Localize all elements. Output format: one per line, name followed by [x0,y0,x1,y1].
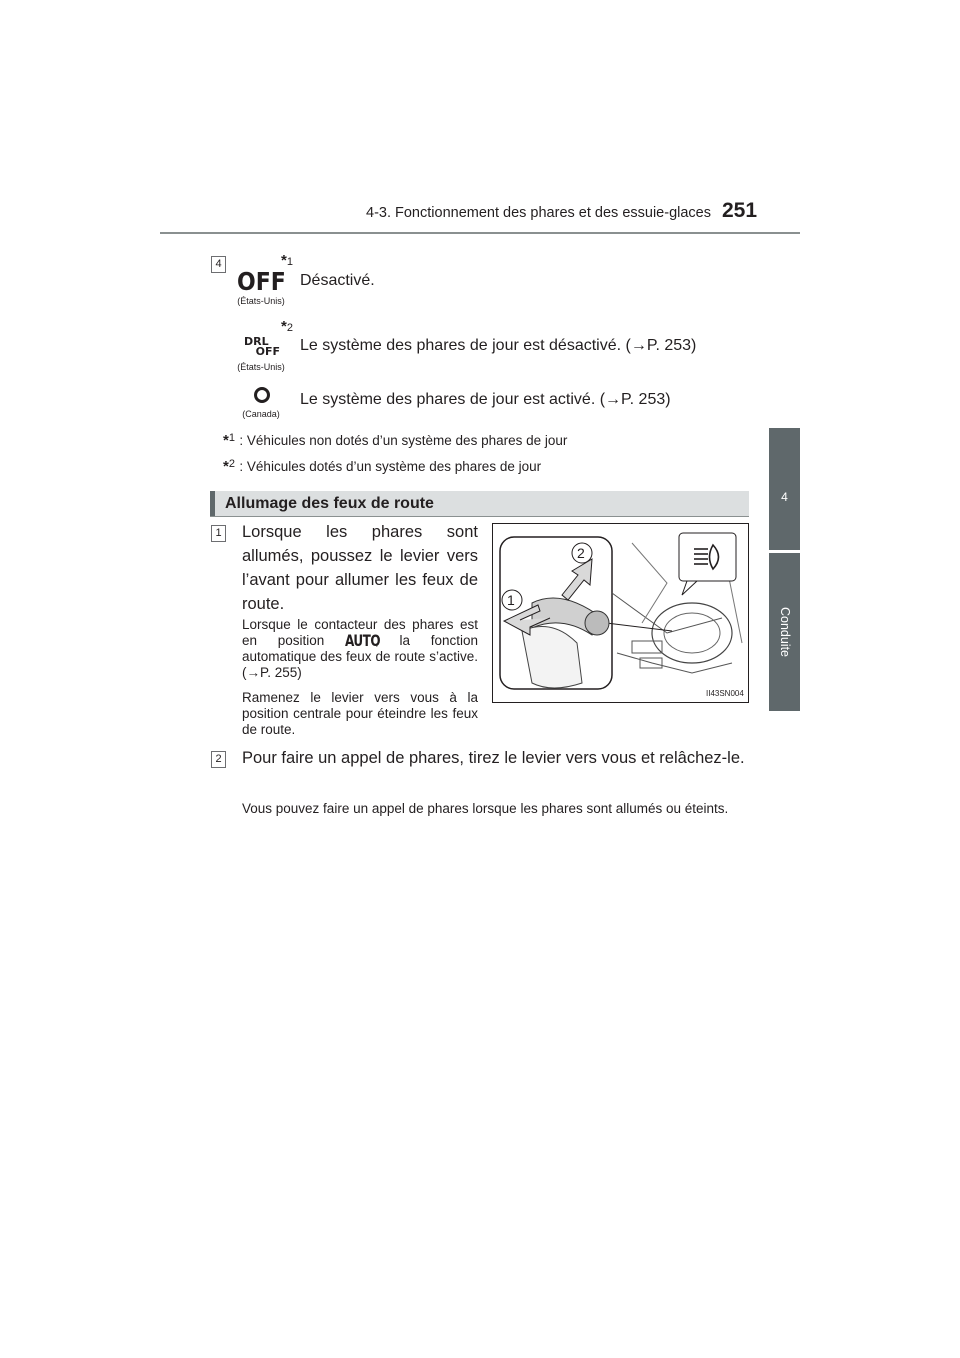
row-text-drl-on: Le système des phares de jour est activé. (→P. 253) [300,391,671,408]
icon-caption-us: (États-Unis) [237,362,285,372]
row-text-off: Désactivé. [300,272,375,289]
drl-off-icon: DRL OFF [244,335,280,358]
footnote-1: *$^1$ : Véhicules non dotés d’un système des phares de jour [223,432,568,449]
superscript-marker: *1 [281,252,293,269]
off-switch-icon: OFF [237,268,286,297]
chapter-number: 4 [781,490,788,504]
row-text-drl-off: Le système des phares de jour est désactivé. (→P. 253) [300,337,697,354]
chapter-label: Conduite [777,606,792,658]
page-number: 251 [722,199,758,222]
item2-main-text: Pour faire un appel de phares, tirez le levier vers vous et relâchez-le. [242,749,745,767]
callout-1: 1 [507,592,515,608]
high-beam-lever-illustration [492,523,749,703]
section-heading: Allumage des feux de route [210,491,749,517]
chapter-tab-number [769,428,800,550]
header-rule [160,232,800,234]
item1-note-auto: Lorsque le contacteur des phares est en position AUTO, la fonction automatique des feux de route s’active. (→P. 255) [242,617,478,680]
callout-2: 2 [577,545,585,561]
item1-main-text: Lorsque les phares sont allumés, poussez le levier vers l’avant pour allumer les feux de route. [242,523,478,613]
item1-note-return: Ramenez le levier vers vous à la position centrale pour éteindre les feux de route. [242,690,478,737]
icon-caption-us: (États-Unis) [237,296,285,306]
chapter-tab-label [769,553,800,711]
superscript-marker: *2 [281,318,293,335]
item-number-1: 1 [211,525,226,542]
running-header-title: 4-3. Fonctionnement des phares et des essuie-glaces [366,205,711,221]
illustration-code: II43SN004 [706,689,744,698]
icon-caption-canada: (Canada) [242,409,280,419]
footnote-2: *$^2$ : Véhicules dotés d’un système des phares de jour [223,458,542,475]
item-number-4: 4 [211,256,226,273]
item2-note: Vous pouvez faire un appel de phares lorsque les phares sont allumés ou éteints. [242,801,729,816]
circle-icon [254,387,270,403]
item-number-2: 2 [211,751,226,768]
auto-position-icon: AUTO [345,631,381,651]
